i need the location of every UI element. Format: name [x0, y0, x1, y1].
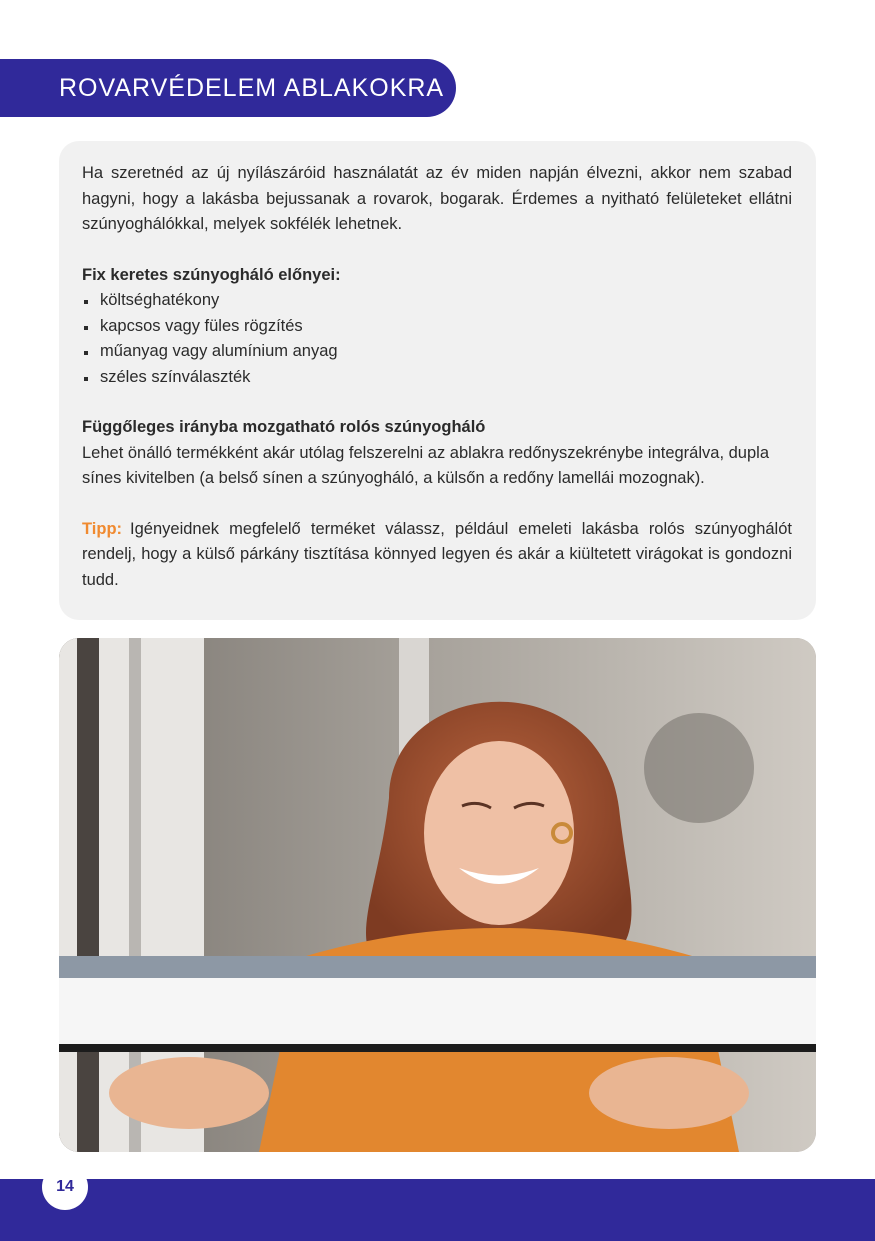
fixed-net-title: Fix keretes szúnyogháló előnyei:: [82, 265, 341, 284]
woman-window-photo: [59, 638, 816, 1152]
list-item: kapcsos vagy füles rögzítés: [82, 314, 792, 340]
list-item: költséghatékony: [82, 288, 792, 314]
roller-net-title: Függőleges irányba mozgatható rolós szúnyogháló: [82, 418, 486, 436]
page-number: 14: [42, 1164, 88, 1210]
list-item: széles színválaszték: [82, 365, 792, 391]
list-item: műanyag vagy alumínium anyag: [82, 339, 792, 365]
photo-illustration: [59, 638, 816, 1152]
header-band: [0, 59, 456, 117]
tip-label: Tipp:: [82, 519, 123, 538]
page-title: ROVARVÉDELEM ABLAKOKRA: [59, 74, 445, 102]
tip-paragraph: [82, 517, 792, 594]
roller-net-text: Lehet önálló termékként akár utólag felszerelni az ablakra redőnyszekrénybe integrálva, dupla sínes kivitelben (a belső sínen a szúnyogháló, a külsőn a redőny lamellái mozognak).: [82, 443, 769, 487]
intro-paragraph: Ha szeretnéd az új nyílászáróid használatát az év miden napján élvezni, akkor nem szabad hagyni, hogy a lakásba bejussanak a rovarok, bogarak. Érdemes a nyitható felületeket ellátni szúnyoghálókkal, melyek sokfélék lehetnek.: [82, 164, 792, 233]
fixed-net-list: [82, 288, 792, 390]
tip-text: Igényeidnek megfelelő terméket válassz, például emeleti lakásba rolós szúnyoghálót rendelj, hogy a külső párkány tisztítása könnyed legyen és akár a kiültetett virágokat is gondozni tudd.: [82, 519, 792, 589]
text-card: [59, 141, 816, 620]
footer-band: [0, 1179, 875, 1241]
